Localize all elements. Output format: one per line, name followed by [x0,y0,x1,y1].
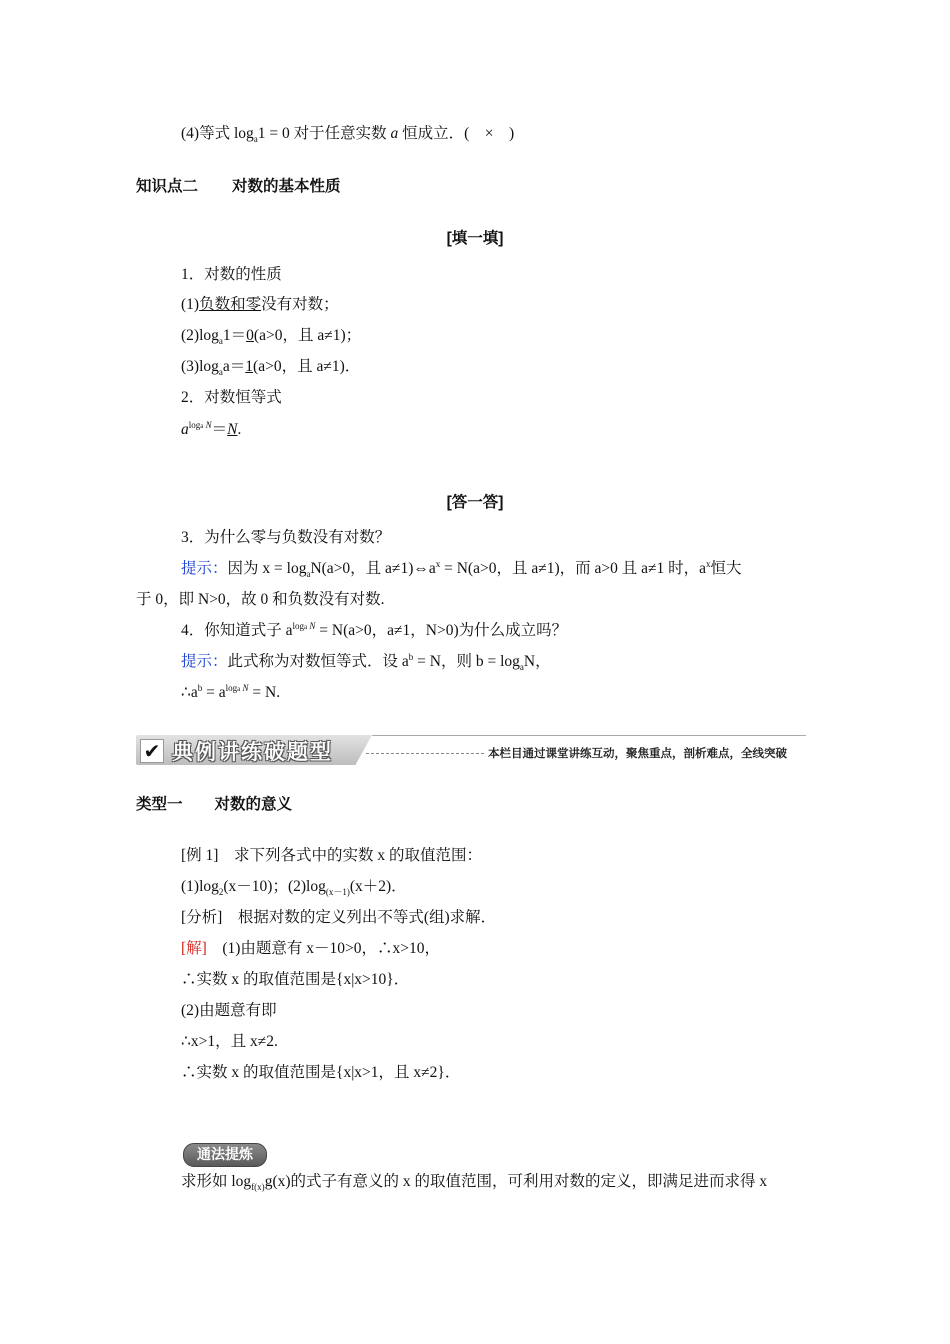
identity-blank: N [227,421,238,438]
hint-4-sup: b [408,651,414,662]
example-1-items [181,877,407,897]
identity-end: . [237,421,242,438]
item1-b-post: (a>0，且 a≠1)； [253,327,362,344]
solution-5: ∴实数 x 的取值范围是{x|x>1，且 x≠2}． [181,1064,461,1081]
therefore-line [181,683,280,703]
hint-3-line1 [181,559,742,579]
example-1-item-b-end: (x＋2)． [349,878,407,895]
item1-b [181,326,361,346]
item1-a-post: 没有对数； [261,296,339,313]
method-text [181,1172,767,1192]
therefore-sup2-end: N [240,682,249,693]
hint-3-text-b: N(a>0，且 a≠1)⇔a [310,560,436,577]
type1-label: 类型一 [136,796,183,813]
analysis-text: 根据对数的定义列出不等式(组)求解． [237,909,497,926]
type1-title: 对数的意义 [214,796,293,813]
question-4-sup-sub: a [304,622,308,631]
hint-3-sup2: x [706,558,711,569]
solution-4: ∴x>1，且 x≠2. [181,1033,278,1050]
item1-c-pre: (3)log [181,358,219,375]
hint-4 [181,652,551,672]
hint-3-sup: x [435,558,441,569]
solution-1 [181,939,440,959]
item2-title: 2．对数恒等式 [181,389,282,406]
identity-eq: ＝ [211,421,228,438]
item1-a-blank: 负数和零 [199,296,262,313]
statement-4 [181,124,514,144]
hint-4-mid: = N，则 b = log [413,653,520,670]
therefore-pre: ∴a [181,684,198,701]
item1-c-sub: a [218,367,223,378]
answer-heading: [答一答] [446,494,504,511]
analysis [181,908,496,928]
item1-b-pre: (2)log [181,327,219,344]
solution-step-1: (1)由题意有 x－10>0，∴x>10， [222,940,441,957]
example-1 [181,846,482,866]
therefore-sup2: log [225,682,238,693]
item1-b-blank: 0 [246,327,254,344]
solution-label: [解] [181,940,207,957]
item1-c-mid: a＝ [222,358,246,375]
example-1-item-b: (x－10)；(2)log [223,878,326,895]
item1-b-sub: a [218,336,223,347]
therefore-sup2-sub: a [237,684,241,693]
analysis-label: [分析] [181,909,223,926]
item1-b-mid: 1＝ [222,327,247,344]
hint-3-line2: 于 0，即 N>0，故 0 和负数没有对数. [136,591,385,608]
knowledge-label: 知识点二 [136,178,199,195]
hint-3-text-a: 因为 x = log [227,560,307,577]
statement-4-text: (4)等式 log [181,125,254,142]
hint-3-label: 提示： [181,560,228,577]
item1-a-pre: (1) [181,296,200,313]
therefore-mid: = a [202,684,226,701]
identity-sup-end: N [203,419,212,430]
check-icon: ✔ [140,739,164,763]
type1-heading [136,795,292,815]
item1-c [181,357,360,377]
knowledge-title: 对数的基本性质 [232,178,341,195]
statement-4-var: a [390,125,399,142]
hint-4-label: 提示： [181,653,228,670]
therefore-sup: b [197,682,203,693]
method-text-post: g(x)的式子有意义的 x 的取值范围，可利用对数的定义，即满足进而求得 x [264,1173,768,1190]
fill-heading: [填一填] [446,230,504,247]
statement-4-sub: a [253,134,258,145]
example-1-item-b-sub: (x－1) [325,887,350,898]
therefore-end: = N. [248,684,281,701]
item1-c-blank: 1 [245,358,254,375]
question-4-sup: log [292,620,305,631]
identity-sup: log [188,419,201,430]
hint-4-end: N， [523,653,551,670]
hint-3-text-c: = N(a>0，且 a≠1)，而 a>0 且 a≠1 时，a [440,560,707,577]
solution-3: (2)由题意有即 [181,1002,277,1019]
question-4 [181,621,567,641]
hint-4-text: 此式称为对数恒等式．设 a [227,653,409,670]
statement-4-mid: 1 = 0 对于任意实数 [257,125,387,142]
example-1-item-a: (1)log [181,878,219,895]
question-4-sup-end: N [307,620,316,631]
banner-top-line [372,735,806,736]
identity-base: a [181,421,189,438]
hint-3-sub: a [306,569,311,580]
method-text-pre: 求形如 log [181,1173,252,1190]
solution-2: ∴实数 x 的取值范围是{x|x>10}． [181,971,410,988]
knowledge-heading [136,177,341,197]
section-banner [136,733,806,769]
item1-c-post: (a>0，且 a≠1)． [253,358,361,375]
statement-4-post: 恒成立．( × ) [402,125,515,142]
identity-formula [181,420,241,440]
example-1-text: 求下列各式中的实数 x 的取值范围： [233,847,482,864]
banner-title: 典例讲练破题型 [172,740,333,764]
question-3: 3．为什么零与负数没有对数？ [181,529,391,546]
hint-3-text-d: 恒大 [710,560,742,577]
item1-a [181,295,339,315]
question-4-pre: 4．你知道式子 a [181,622,293,639]
example-1-item-a-sub: 2 [218,887,224,898]
question-4-post: = N(a>0，a≠1，N>0)为什么成立吗？ [315,622,568,639]
banner-dash [366,753,484,754]
item1-title: 1．对数的性质 [181,266,282,283]
method-badge: 通法提炼 [183,1143,267,1167]
identity-sup-sub: a [200,421,204,430]
example-1-label: [例 1] [181,847,219,864]
hint-4-sub: a [519,662,524,673]
banner-subtitle: 本栏目通过课堂讲练互动，聚焦重点，剖析难点，全线突破 [488,746,787,760]
method-text-sub: f(x) [251,1182,265,1193]
